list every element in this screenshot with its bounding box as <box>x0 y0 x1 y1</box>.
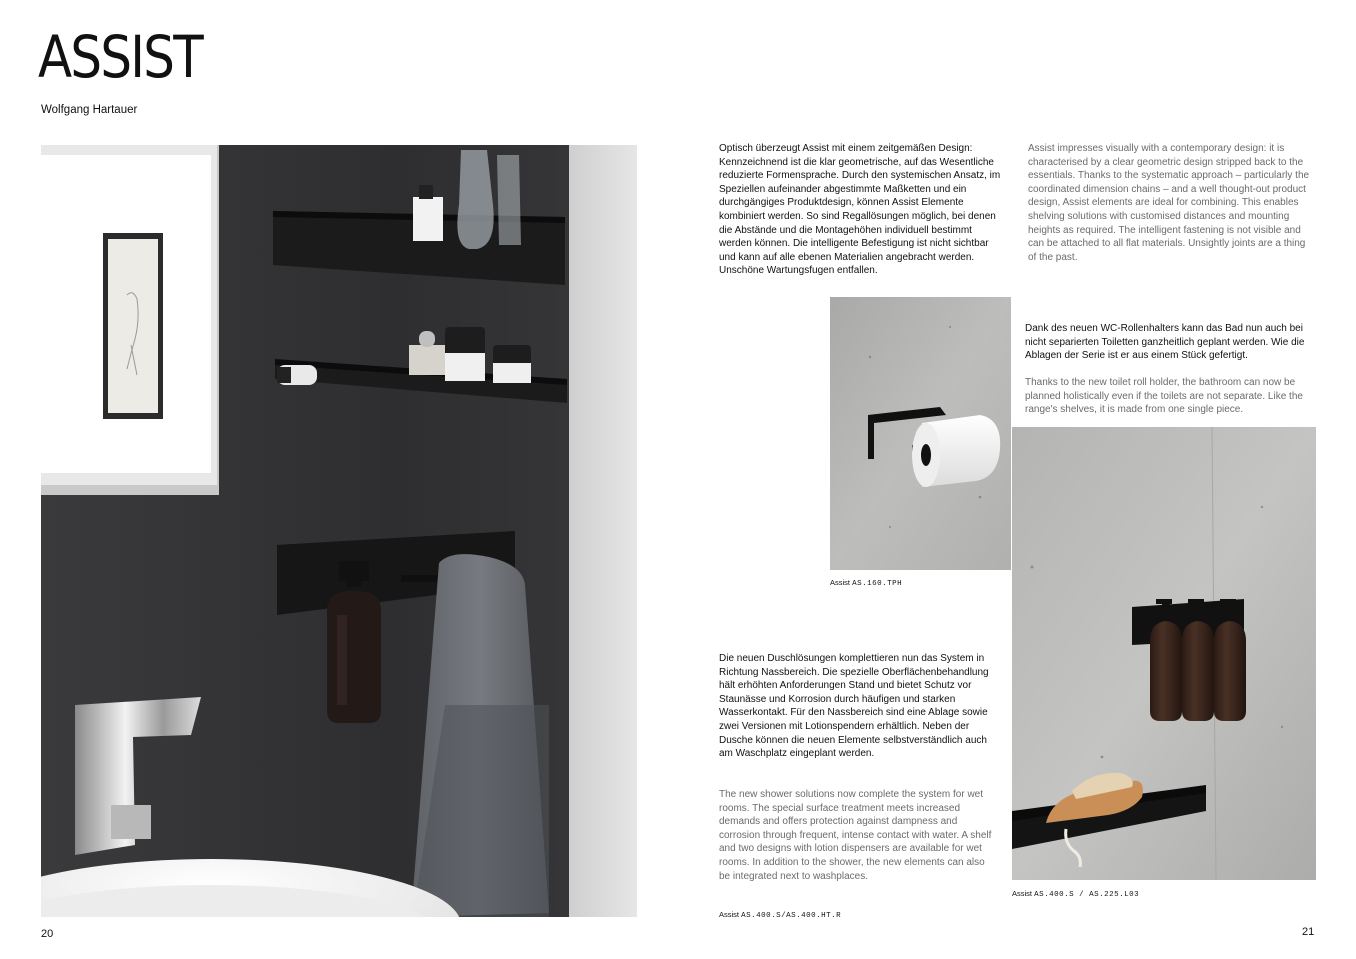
page-number-right: 21 <box>1302 926 1315 938</box>
roll-holder-text-de: Dank des neuen WC-Rollenhalters kann das Bad nun auch bei nicht separierten Toiletten ganzheitlich geplant werden. Wie die Ablagen der Serie ist er aus einem Stück gefertigt. <box>1025 323 1305 362</box>
shower-text-de: Die neuen Duschlösungen komplettieren nun das System in Richtung Nassbereich. Die spezielle Oberflächenbehandlung hält erhöhten Anforderungen Stand und bietet Schutz vor Staunässe und Korrosion durch häufigen und starken Wasserkontakt. Für den Nassbereich sind eine Ablage sowie zwei Versionen mit Lotionspendern erhältlich. Neben der Dusche können die neuen Elemente selbstverständlich auch am Waschplatz eingeplant werden. <box>719 653 989 760</box>
caption-code: AS.400.S/AS.400.HT.R <box>741 912 842 920</box>
caption-brand: Assist <box>719 910 740 919</box>
shower-caption <box>1012 889 1139 899</box>
page-number-left: 20 <box>41 928 54 940</box>
intro-text-en: Assist impresses visually with a contemporary design: it is characterised by a clear geometric design stripped back to the essentials. Thanks to the systematic approach – particularly the coordinated dimension chains – and a well thought-out product design, Assist elements are ideal for combining. This enables shelving solutions with customised distances and mounting heights as required. The intelligent fastening is not visible and can be attached to all flat materials. Unsightly joints are a thing of the past. <box>1028 143 1310 263</box>
shower-photo <box>1012 427 1316 880</box>
intro-text-de: Optisch überzeugt Assist mit einem zeitgemäßen Design: Kennzeichnend ist die klar geometrische, auf das Wesentliche reduzierte Formensprache. Durch den systemischen Ansatz, im Speziellen aufeinander abgestimmte Maßketten und ein durchgängiges Produktdesign, können Assist Elemente kombiniert werden. So sind Regallösungen möglich, bei denen die Abstände und die Montagehöhen individuell bestimmt werden können. Die intelligente Befestigung ist nicht sichtbar und kann auf alle ebenen Materialien angebracht werden. Unschöne Wartungsfugen entfallen. <box>719 143 1001 277</box>
main-photo-caption <box>719 910 841 920</box>
roll-holder-caption <box>830 578 902 588</box>
shower-text-en: The new shower solutions now complete the system for wet rooms. The special surface treatment meets increased demands and offers protection against dampness and corrosion through frequent, intense contact with water. A shelf and two designs with lotion dispensers are available for wet rooms. In addition to the shower, the new elements can also be integrated next to washplaces. <box>719 789 992 882</box>
roll-holder-text-en: Thanks to the new toilet roll holder, the bathroom can now be planned holistically even if the toilets are not separate. Like the range's shelves, it is made from one single piece. <box>1025 377 1303 416</box>
roll-holder-photo <box>830 297 1011 570</box>
caption-code: AS.400.S / AS.225.L03 <box>1034 891 1140 899</box>
caption-brand: Assist <box>1012 889 1033 898</box>
caption-code: AS.160.TPH <box>852 580 903 588</box>
author-name: Wolfgang Hartauer <box>41 104 138 116</box>
caption-brand: Assist <box>830 578 851 587</box>
page-title: ASSIST <box>38 23 202 91</box>
main-product-photo <box>41 145 637 917</box>
